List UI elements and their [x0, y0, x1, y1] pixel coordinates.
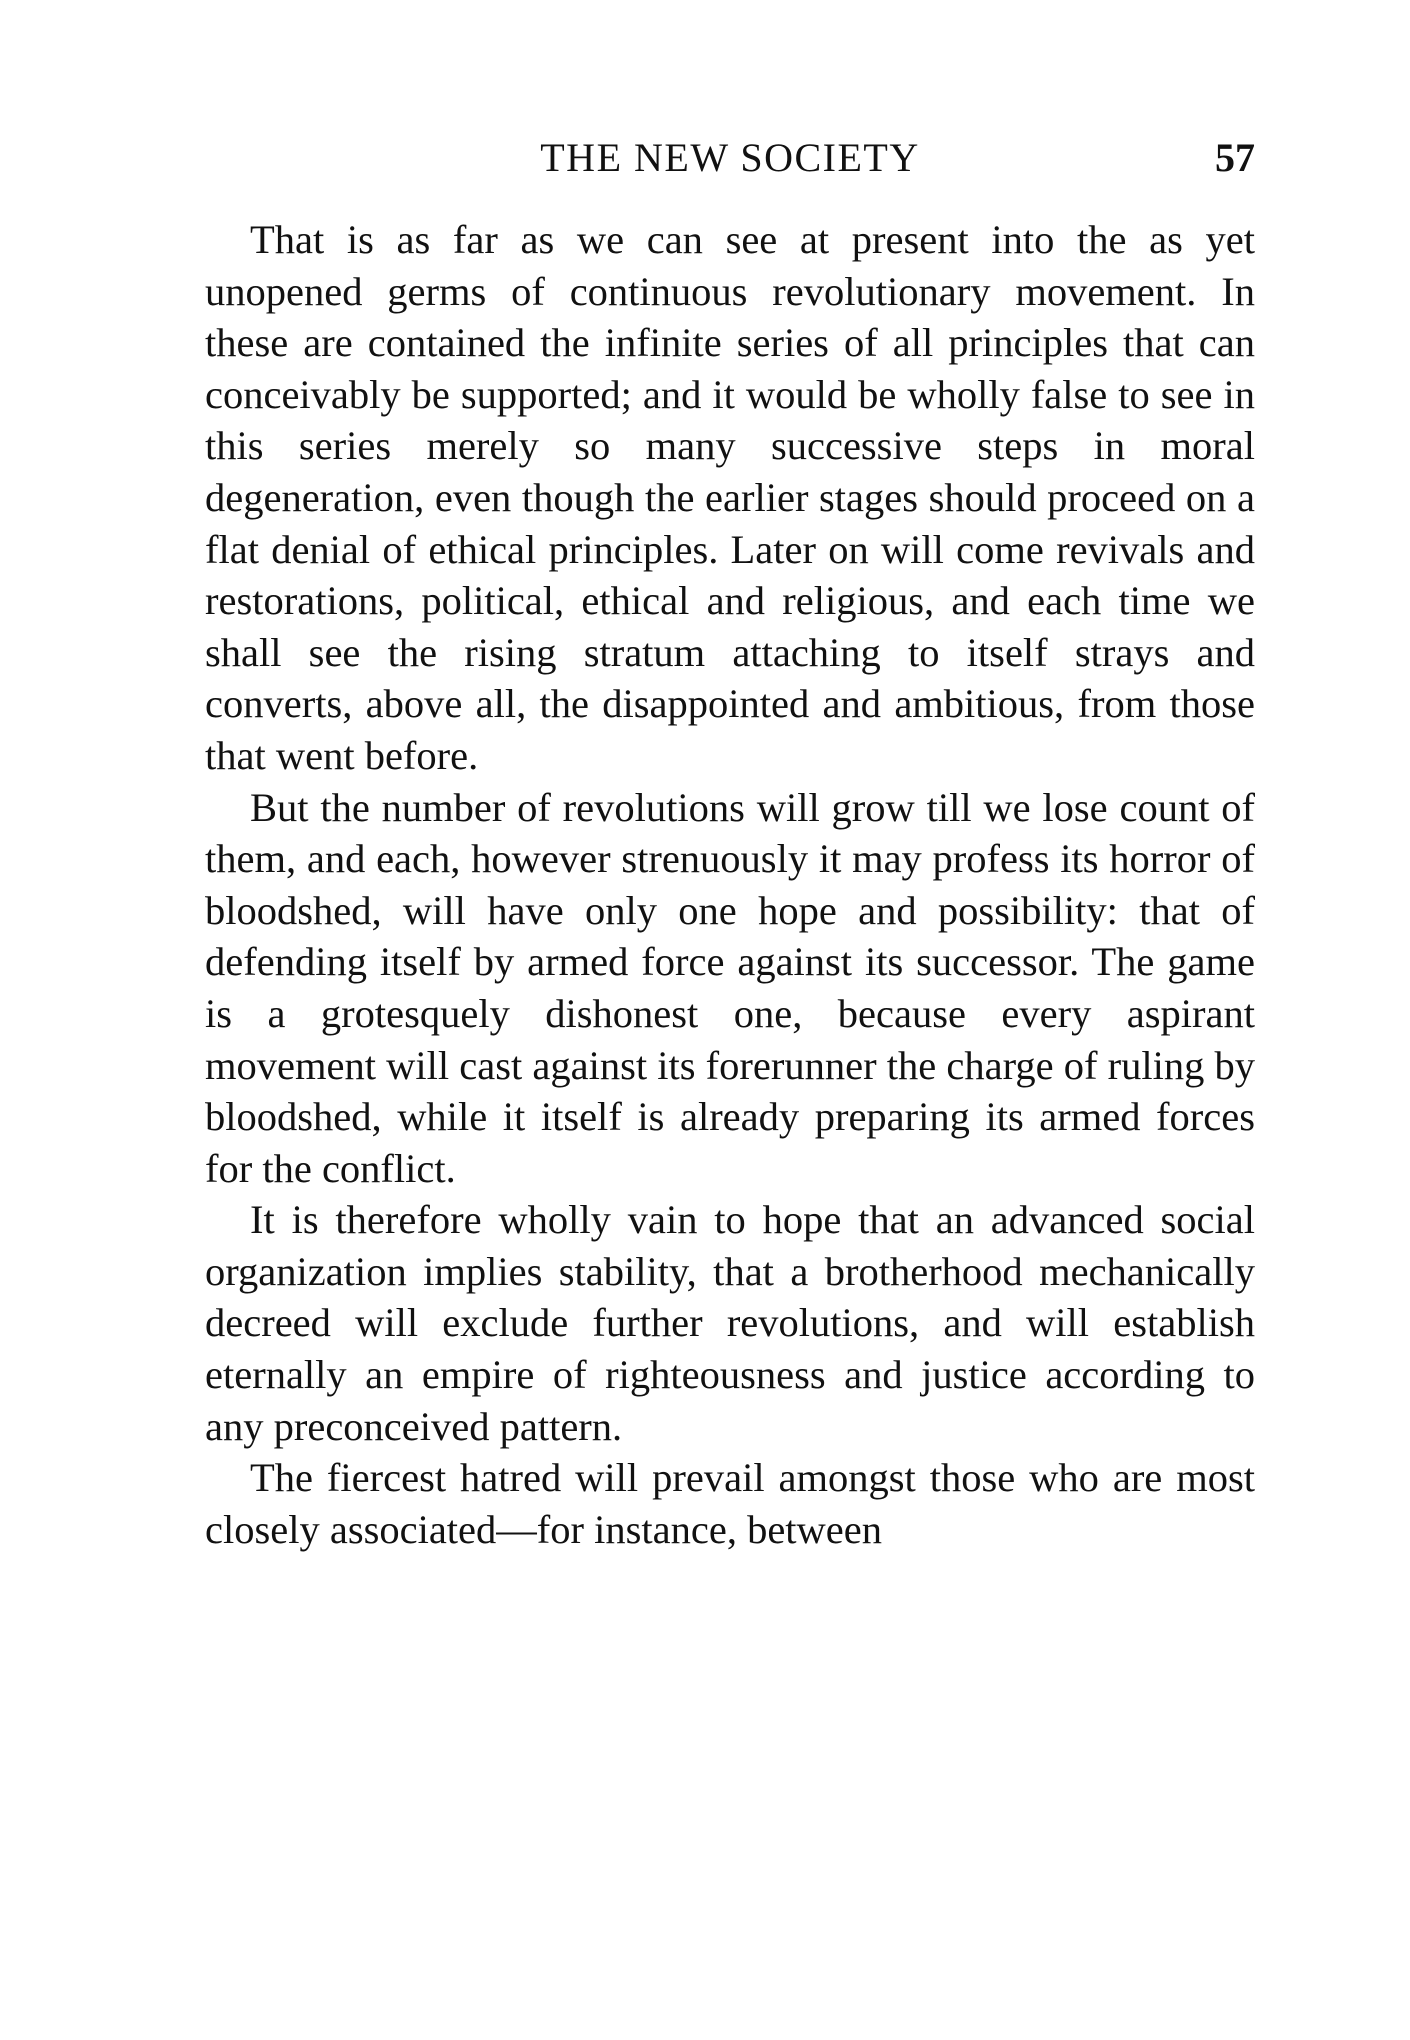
paragraph-2: But the number of revolutions will grow till we lose count of them, and each, however strenuously it may profess its horror of bloodshed, will have only one hope and possibility: that of defending itself by armed force against its successor. The game is a grotesquely dishonest one, because every aspirant movement will cast against its forerunner the charge of ruling by bloodshed, while it itself is already preparing its armed forces for the conflict. — [205, 784, 1255, 1191]
paragraph-4: The fiercest hatred will prevail amongst those who are most closely associated—for instance, between — [205, 1455, 1255, 1552]
paragraph-3: It is therefore wholly vain to hope that an advanced social organization implies stability, that a brotherhood mechanically decreed will exclude further revolutions, and will establish eternally an empire of righteousness and justice according to any preconceived pattern. — [205, 1197, 1255, 1449]
page-number: 57 — [1215, 135, 1255, 180]
body-text — [205, 214, 1255, 1555]
running-head — [205, 128, 1255, 188]
running-title: THE NEW SOCIETY — [540, 135, 920, 180]
paragraph-1: That is as far as we can see at present into the as yet unopened germs of continuous revolutionary movement. In these are contained the infinite series of all principles that can conceivably be supported; and it would be wholly false to see in this series merely so many successive steps in moral degeneration, even though the earlier stages should proceed on a flat denial of ethical principles. Later on will come revivals and restorations, political, ethical and religious, and each time we shall see the rising stratum attaching to itself strays and converts, above all, the disappointed and ambitious, from those that went before. — [205, 217, 1255, 778]
